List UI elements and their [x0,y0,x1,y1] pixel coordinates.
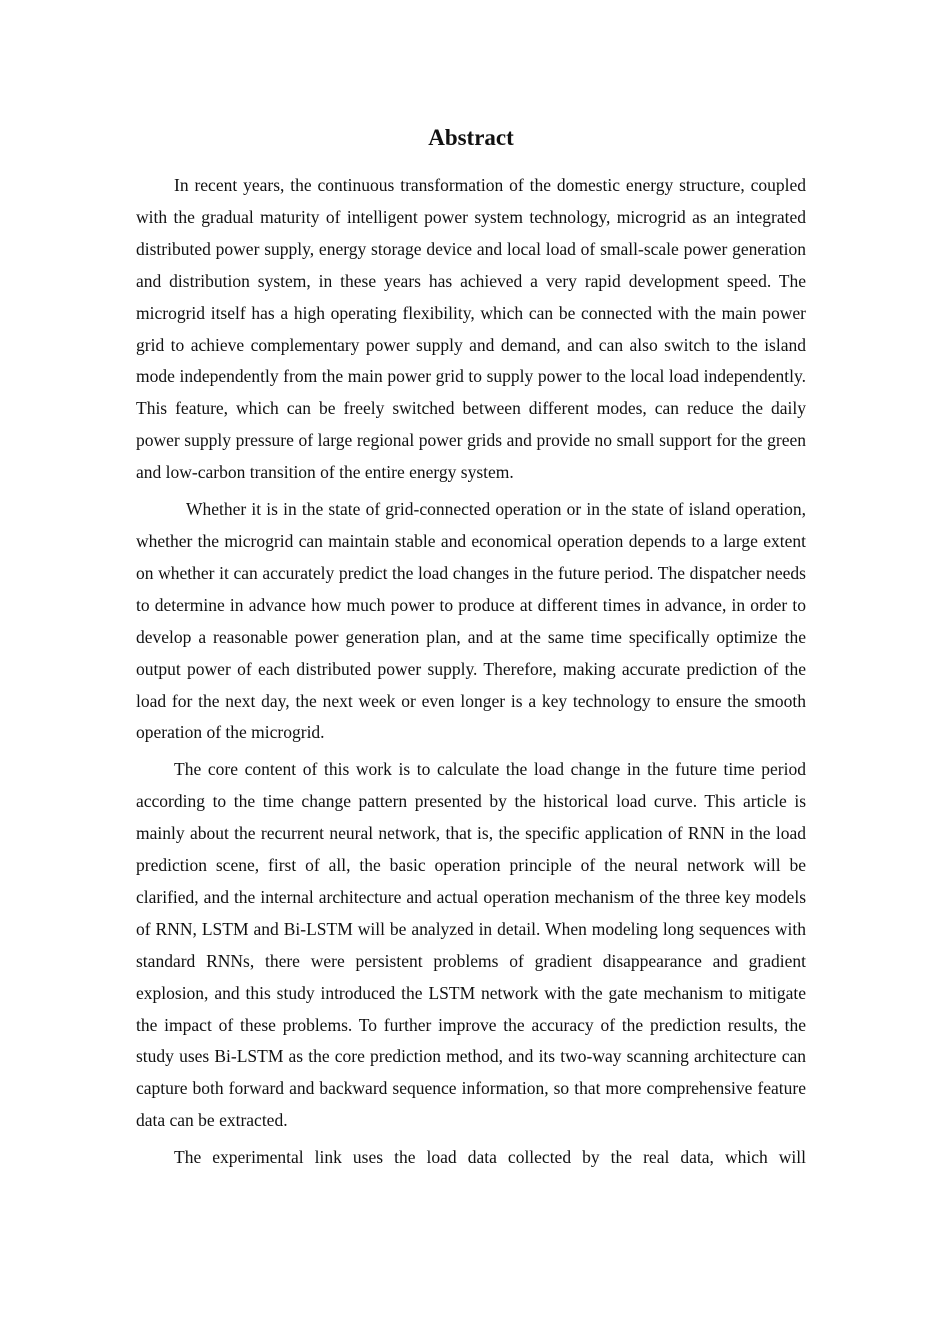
abstract-paragraph-4: The experimental link uses the load data collected by the real data, which will [174,1147,806,1168]
abstract-paragraph-3: The core content of this work is to calculate the load change in the future time period according to the time change pattern presented by the historical load curve. This article is mainly about the recurrent neural network, that is, the specific application of RNN in the load prediction scene, first of all, the basic operation principle of the neural network will be clarified, and the internal architecture and actual operation mechanism of the three key models of RNN, LSTM and Bi-LSTM will be analyzed in detail. When modeling long sequences with standard RNNs, there were persistent problems of gradient disappearance and gradient explosion, and this study introduced the LSTM network with the gate mechanism to mitigate the impact of these problems. To further improve the accuracy of the prediction results, the study uses Bi-LSTM as the core prediction method, and its two-way scanning architecture can capture both forward and backward sequence information, so that more comprehensive feature data can be extracted. [136,759,806,1131]
abstract-section [136,122,806,1179]
abstract-title: Abstract [428,125,514,150]
abstract-paragraph-2: Whether it is in the state of grid-connected operation or in the state of island operation, whether the microgrid can maintain stable and economical operation depends to a large extent on whether it can accurately predict the load changes in the future period. The dispatcher needs to determine in advance how much power to produce at different times in advance, in order to develop a reasonable power generation plan, and at the same time specifically optimize the output power of each distributed power supply. Therefore, making accurate prediction of the load for the next day, the next week or even longer is a key technology to ensure the smooth operation of the microgrid. [136,499,806,743]
abstract-paragraph-1: In recent years, the continuous transformation of the domestic energy structure, coupled with the gradual maturity of intelligent power system technology, microgrid as an integrated distributed power supply, energy storage device and local load of small-scale power generation and distribution system, in these years has achieved a very rapid development speed. The microgrid itself has a high operating flexibility, which can be connected with the main power grid to achieve complementary power supply and demand, and can also switch to the island mode independently from the main power grid to supply power to the local load independently. This feature, which can be freely switched between different modes, can reduce the daily power supply pressure of large regional power grids and provide no small support for the green and low-carbon transition of the entire energy system. [136,175,806,483]
